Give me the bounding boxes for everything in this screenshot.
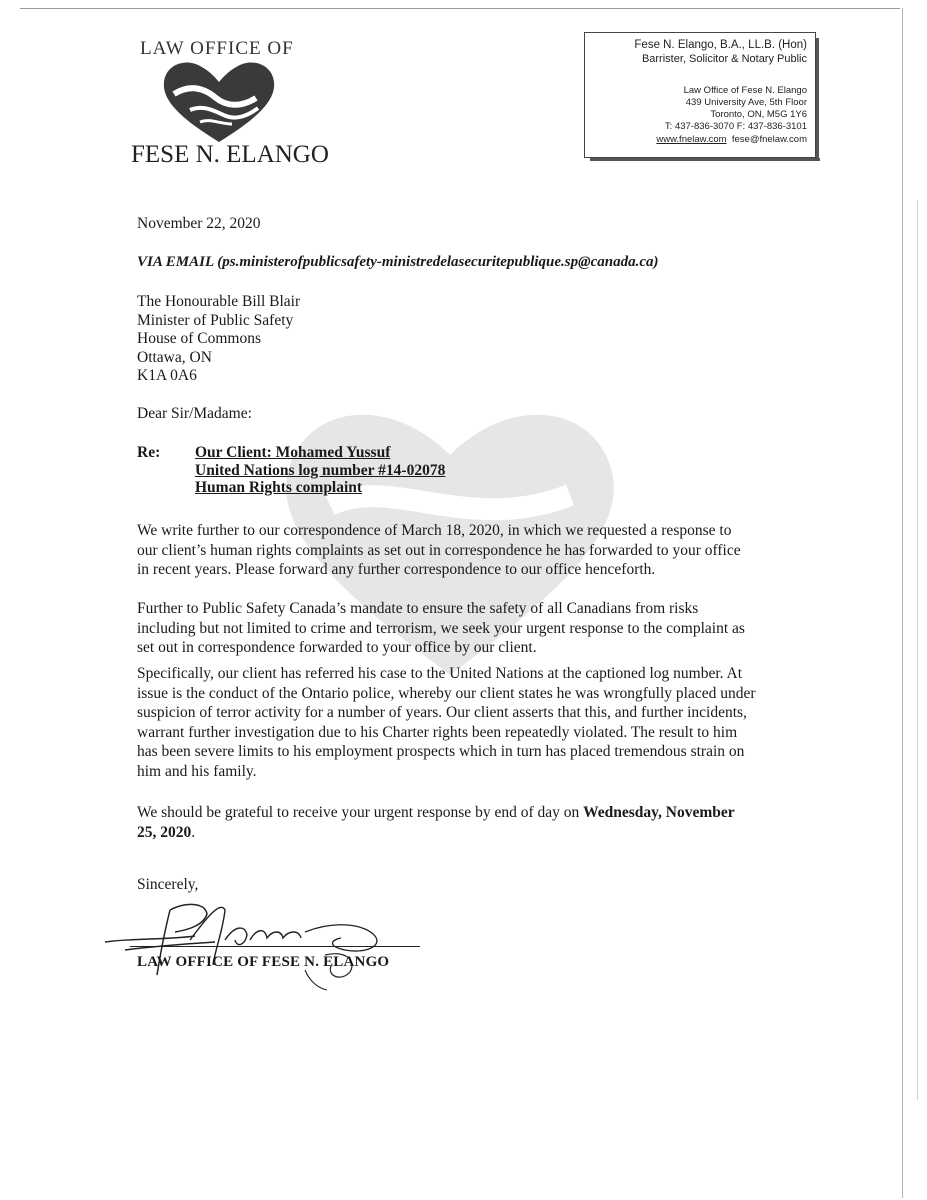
recipient-line: Ottawa, ON: [137, 348, 212, 366]
paragraph-line: in recent years. Please forward any further correspondence to our office henceforth.: [137, 561, 656, 579]
recipient-address: [137, 293, 300, 386]
signature-block: LAW OFFICE OF FESE N. ELANGO: [137, 954, 390, 970]
letterhead-website[interactable]: www.fnelaw.com: [656, 134, 727, 145]
logo-bottom-text: FESE N. ELANGO: [131, 141, 329, 168]
paragraph-line: has been severe limits to his employment prospects which in turn has placed tremendous strain on: [137, 743, 745, 761]
paragraph-line: suspicion of terror activity for a number of years. Our client asserts that this, and further incidents,: [137, 704, 747, 722]
paragraph-line: warrant further investigation due to his Charter rights been repeatedly violated. The result to him: [137, 723, 738, 741]
letterhead-box-shadow-side: [816, 38, 819, 161]
logo-top-text: LAW OFFICE OF: [140, 38, 294, 59]
signature-line: [130, 946, 420, 947]
paragraph-line: We write further to our correspondence of March 18, 2020, in which we requested a response to: [137, 522, 732, 539]
letterhead-title: Barrister, Solicitor & Notary Public: [641, 53, 807, 65]
letterhead-web-email: [587, 134, 807, 145]
letterhead-box-shadow: [590, 158, 820, 161]
paragraph-1: [137, 521, 782, 580]
scan-edge-right: [902, 8, 903, 1198]
paragraph-line: set out in correspondence forwarded to your office by our client.: [137, 639, 537, 657]
re-subject: [195, 444, 445, 497]
deadline-date-part1: Wednesday, November: [583, 804, 735, 821]
scan-edge-right-faint: [917, 200, 918, 1100]
letterhead-street: 439 University Ave, 5th Floor: [685, 97, 807, 108]
paragraph-3: [137, 664, 782, 782]
paragraph-line: including but not limited to crime and terrorism, we seek your urgent response to the complaint as: [137, 619, 745, 637]
deadline-date-part2: 25, 2020: [137, 823, 192, 841]
paragraph-line: [137, 803, 782, 823]
paragraph-line: issue is the conduct of the Ontario police, whereby our client states he was wrongfully placed under: [137, 684, 756, 702]
re-label: Re:: [137, 444, 161, 461]
via-email-line: VIA EMAIL (ps.ministerofpublicsafety-ministredelasecuritepublique.sp@canada.ca): [137, 254, 659, 270]
handshake-heart-icon: [160, 58, 278, 144]
scan-edge-top: [20, 8, 900, 9]
paragraph-line: our client’s human rights complaints as set out in correspondence he has forwarded to your office: [137, 541, 741, 559]
recipient-line: The Honourable Bill Blair: [137, 293, 301, 310]
handwritten-signature: [95, 880, 425, 1000]
letterhead-phones: T: 437-836-3070 F: 437-836-3101: [664, 121, 807, 132]
paragraph-2: [137, 599, 782, 658]
salutation: Dear Sir/Madame:: [137, 405, 252, 422]
paragraph-4: [137, 803, 782, 842]
paragraph-line: Further to Public Safety Canada’s mandate to ensure the safety of all Canadians from risks: [137, 600, 699, 617]
letterhead-city: Toronto, ON, M5G 1Y6: [710, 109, 807, 120]
closing: Sincerely,: [137, 876, 199, 893]
re-line: Human Rights complaint: [195, 479, 363, 496]
recipient-line: Minister of Public Safety: [137, 311, 294, 329]
paragraph-line: him and his family.: [137, 762, 257, 780]
paragraph-line: [137, 823, 782, 843]
paragraph-4-start: We should be grateful to receive your urgent response by end of day on: [137, 804, 584, 821]
letter-date: November 22, 2020: [137, 215, 261, 232]
letterhead-box: [584, 32, 816, 158]
re-line: United Nations log number #14-02078: [195, 461, 446, 479]
letterhead-email[interactable]: fese@fnelaw.com: [731, 134, 807, 145]
letterhead-office: Law Office of Fese N. Elango: [683, 85, 807, 96]
re-line: Our Client: Mohamed Yussuf: [195, 444, 391, 461]
paragraph-line: Specifically, our client has referred his case to the United Nations at the captioned log number. At: [137, 665, 743, 682]
recipient-line: House of Commons: [137, 330, 261, 348]
paragraph-4-end: .: [191, 823, 196, 841]
recipient-line: K1A 0A6: [137, 367, 197, 385]
letterhead-name: Fese N. Elango, B.A., LL.B. (Hon): [634, 39, 807, 51]
